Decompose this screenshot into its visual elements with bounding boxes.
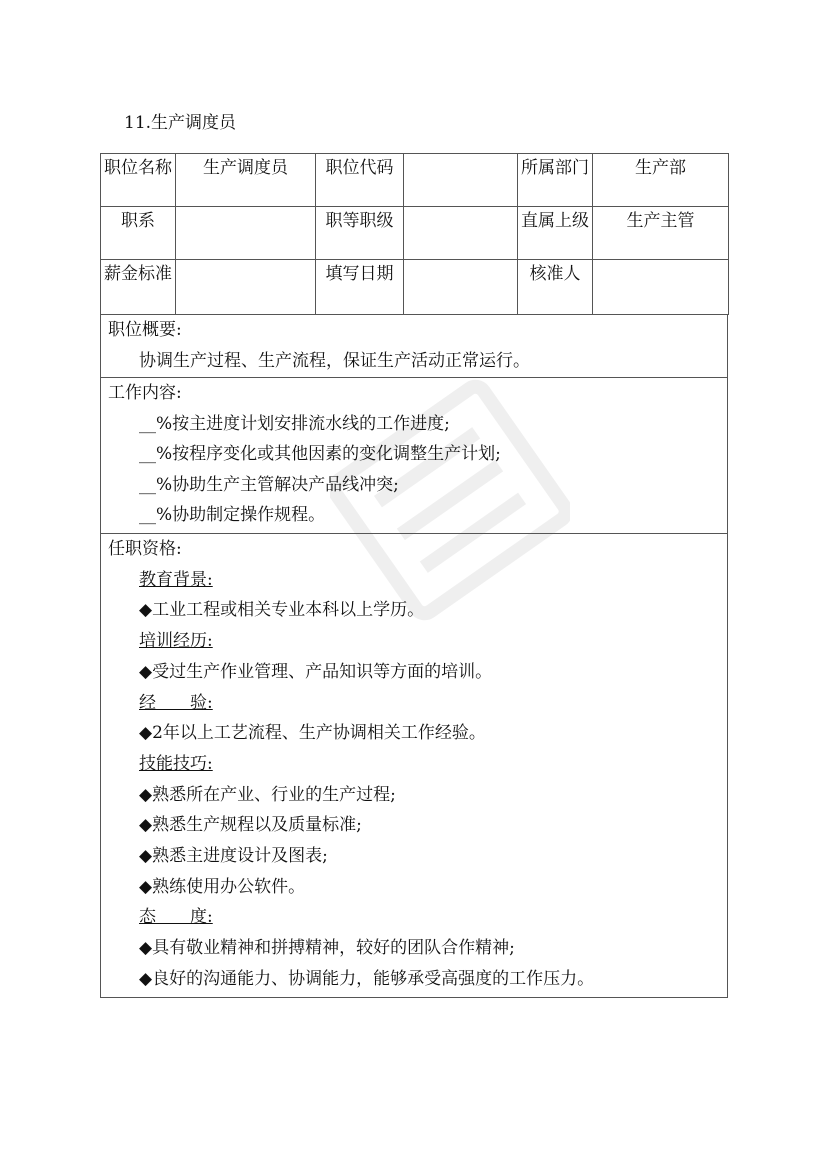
education-title: 教育背景: <box>139 569 213 590</box>
skills-title: 技能技巧: <box>139 753 213 774</box>
experience-title: 经 验: <box>139 692 213 713</box>
value-cell <box>176 207 316 260</box>
value-cell <box>593 260 729 315</box>
duty-item: __%按程序变化或其他因素的变化调整生产计划; <box>139 444 501 464</box>
document-heading: 11.生产调度员 <box>124 113 237 133</box>
attitude-item: ◆良好的沟通能力、协调能力，能够承受高强度的工作压力。 <box>139 968 595 989</box>
position-info-table <box>100 153 729 315</box>
qualifications-label: 任职资格: <box>108 539 182 559</box>
value-cell <box>176 260 316 315</box>
label-cell: 职位名称 <box>101 154 176 207</box>
summary-text: 协调生产过程、生产流程，保证生产活动正常运行。 <box>139 350 530 371</box>
skills-item: ◆熟悉主进度设计及图表; <box>139 846 328 867</box>
skills-item: ◆熟悉生产规程以及质量标准; <box>139 815 362 836</box>
value-cell: 生产部 <box>593 154 729 207</box>
duty-item: __%协助制定操作规程。 <box>139 505 326 525</box>
label-cell: 直属上级 <box>518 207 593 260</box>
label-cell: 所属部门 <box>518 154 593 207</box>
training-title: 培训经历: <box>139 631 213 652</box>
skills-item: ◆熟悉所在产业、行业的生产过程; <box>139 784 396 805</box>
skills-item: ◆熟练使用办公软件。 <box>139 876 306 897</box>
label-cell: 职等职级 <box>316 207 404 260</box>
value-cell <box>404 207 518 260</box>
value-cell: 生产主管 <box>593 207 729 260</box>
summary-label: 职位概要: <box>108 320 182 340</box>
label-cell: 职系 <box>101 207 176 260</box>
training-item: ◆受过生产作业管理、产品知识等方面的培训。 <box>139 661 493 682</box>
label-cell: 填写日期 <box>316 260 404 315</box>
duty-item: __%协助生产主管解决产品线冲突; <box>139 474 399 495</box>
value-cell <box>404 154 518 207</box>
duties-label: 工作内容: <box>108 383 182 403</box>
table-row <box>101 207 729 260</box>
summary-section <box>100 315 728 378</box>
qualifications-section <box>100 534 728 998</box>
value-cell <box>404 260 518 315</box>
duties-section <box>100 378 728 534</box>
experience-item: ◆2年以上工艺流程、生产协调相关工作经验。 <box>139 723 486 744</box>
attitude-item: ◆具有敬业精神和拼搏精神，较好的团队合作精神; <box>139 938 515 959</box>
duty-item: __%按主进度计划安排流水线的工作进度; <box>139 413 450 434</box>
table-row <box>101 154 729 207</box>
label-cell: 职位代码 <box>316 154 404 207</box>
value-cell: 生产调度员 <box>176 154 316 207</box>
label-cell: 薪金标准 <box>101 260 176 315</box>
label-cell: 核准人 <box>518 260 593 315</box>
attitude-title: 态 度: <box>139 907 213 928</box>
education-item: ◆工业工程或相关专业本科以上学历。 <box>139 600 425 621</box>
table-row <box>101 260 729 315</box>
